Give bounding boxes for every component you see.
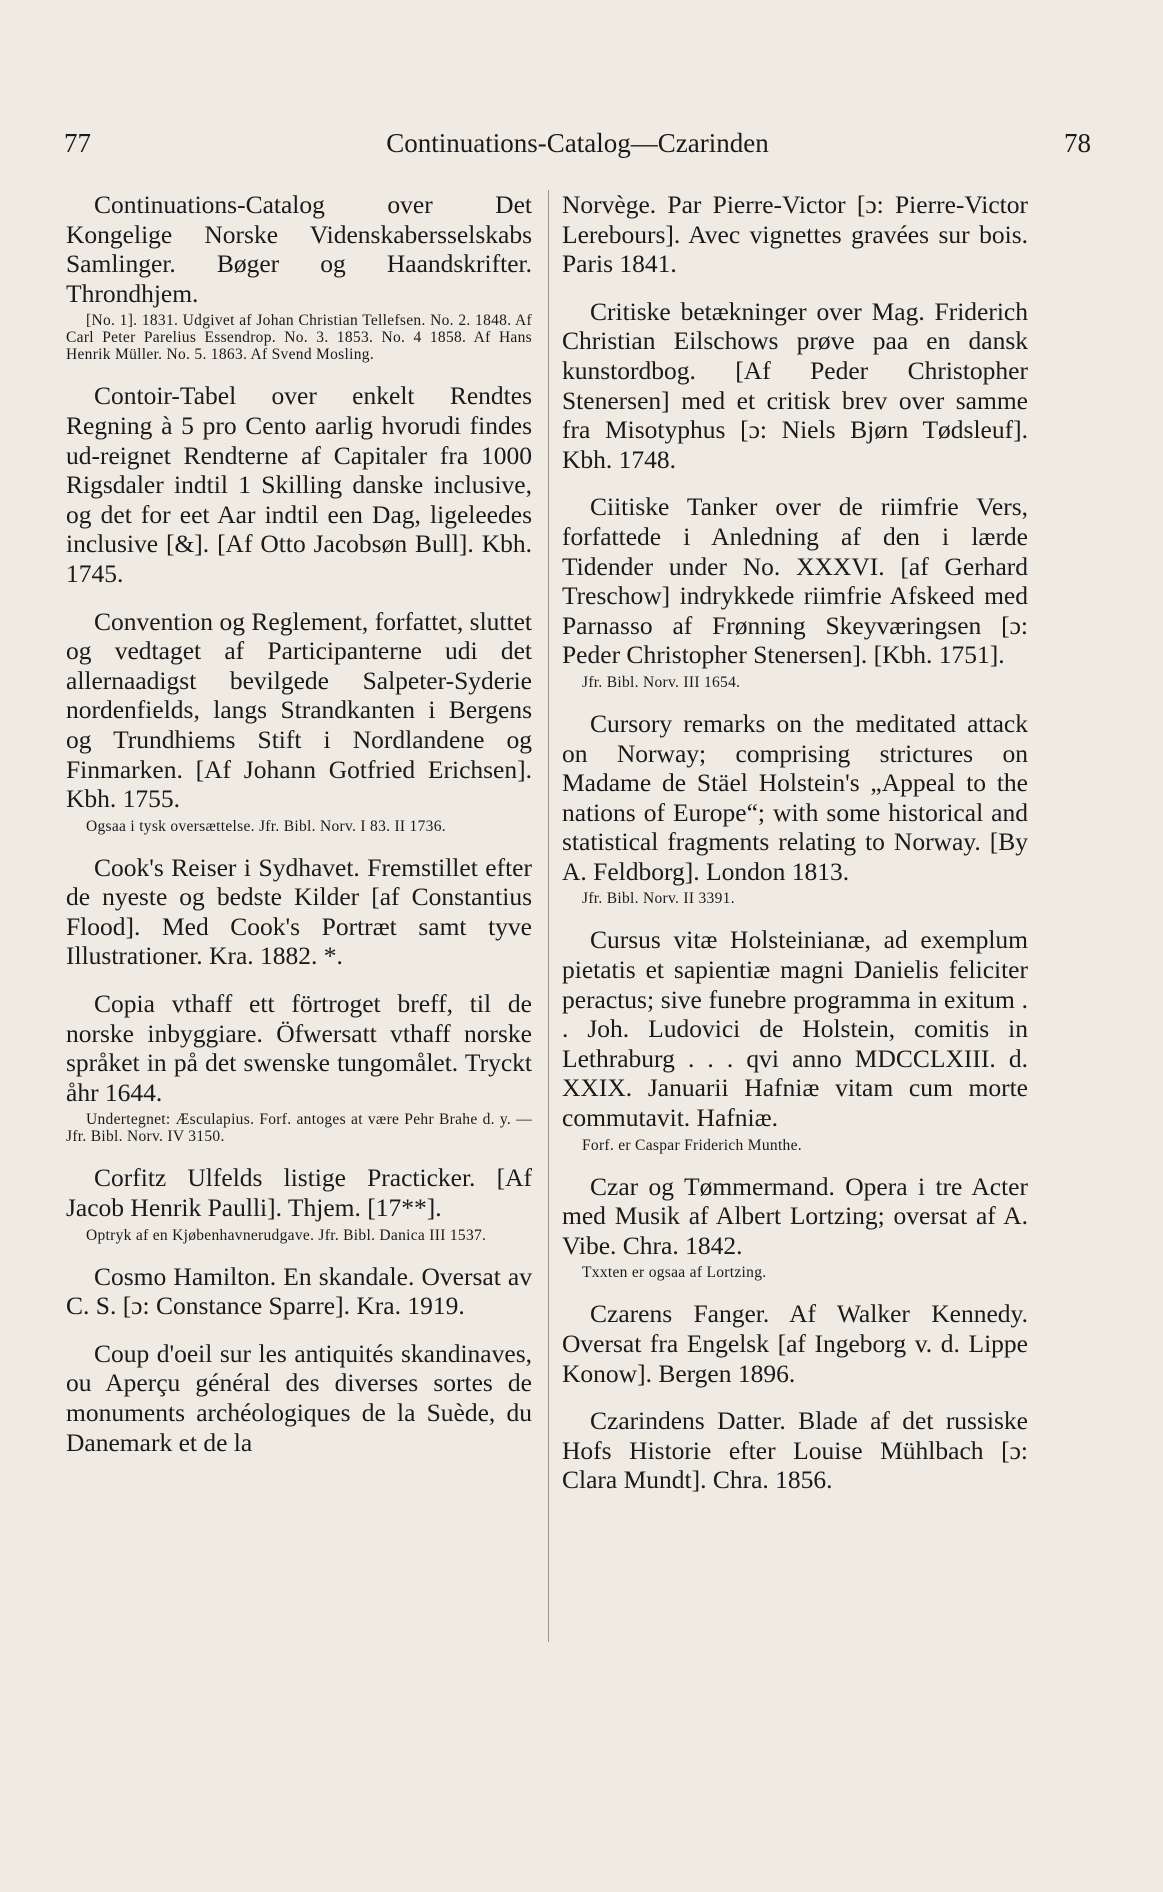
column-divider [548,190,549,1642]
entry-text: Corfitz Ulfelds listige Practicker. [Af Jacob Henrik Paulli]. Thjem. [17**]. [66,1163,532,1223]
entry-text: Czar og Tømmermand. Opera i tre Acter med Musik af Albert Lortzing; oversat af A. Vibe. Chra. 1842. [562,1171,1028,1260]
entry-text: Contoir-Tabel over enkelt Rendtes Regning à 5 pro Cento aarlig hvorudi findes ud-reignet Rendterne af Capitaler fra 1000 Rigsdaler indtil 1 Skilling danske inclusive, og det for eet Aar indtil een Dag, ligeleedes inclusive [&]. [Af Otto Jacobsøn Bull]. Kbh. 1745. [66,381,532,588]
left-column [66,190,532,1475]
catalog-entry [66,1163,532,1243]
entry-note: Txxten er ogsaa af Lortzing. [582,1264,767,1282]
running-header [60,122,1095,162]
entry-text: Continuations-Catalog over Det Kongelige Norske Videnskabersselskabs Samlinger. Bøger og Haandskrifter. Throndhjem. [66,190,532,308]
catalog-entry [562,709,1028,908]
catalog-entry [66,190,532,363]
entry-note: Jfr. Bibl. Norv. III 1654. [582,673,741,691]
catalog-entry [562,190,1028,279]
catalog-entry [66,381,532,588]
entry-note: Undertegnet: Æsculapius. Forf. antoges at være Pehr Brahe d. y. — Jfr. Bibl. Norv. IV 3150. [66,1111,532,1146]
right-column [562,190,1028,1513]
entry-text: Norvège. Par Pierre-Victor [ɔ: Pierre-Victor Lerebours]. Avec vignettes gravées sur bois. Paris 1841. [562,190,1028,279]
catalog-entry [66,1339,532,1457]
catalog-entry [66,853,532,971]
entry-note: Optryk af en Kjøbenhavnerudgave. Jfr. Bibl. Danica III 1537. [86,1226,487,1244]
entry-note: Ogsaa i tysk oversættelse. Jfr. Bibl. Norv. I 83. II 1736. [86,817,446,835]
entry-text: Cursory remarks on the meditated attack on Norway; comprising strictures on Madame de Stäel Holstein's „Appeal to the nations of Europe“; with some historical and statistical fragments relating to Norway. [By A. Feldborg]. London 1813. [562,708,1028,886]
catalog-entry [562,1299,1028,1388]
entry-note: [No. 1]. 1831. Udgivet af Johan Christian Tellefsen. No. 2. 1848. Af Carl Peter Parelius Essendrop. No. 3. 1853. No. 4 1858. Af Hans Henrik Müller. No. 5. 1863. Af Svend Mosling. [66,312,532,364]
page-number-left: 77 [64,128,91,158]
entry-text: Convention og Reglement, forfattet, sluttet og vedtaget af Participanterne udi det allernaadigst bevilgede Salpeter-Syderie nordenfields, langs Strandkanten i Bergens og Trundhiems Stift i Nordlandene og Finmarken. [Af Johann Gotfried Erichsen]. Kbh. 1755. [66,606,532,814]
entry-note: Jfr. Bibl. Norv. II 3391. [582,890,735,908]
entry-text: Cosmo Hamilton. En skandale. Oversat av C. S. [ɔ: Constance Sparre]. Kra. 1919. [66,1261,532,1321]
running-title: Continuations-Catalog—Czarinden [386,128,769,158]
entry-text: Cook's Reiser i Sydhavet. Fremstillet efter de nyeste og bedste Kilder [af Constantius Flood]. Med Cook's Portræt samt tyve Illustrationer. Kra. 1882. *. [66,852,532,971]
entry-note: Forf. er Caspar Friderich Munthe. [582,1136,802,1154]
catalog-entry [562,1406,1028,1495]
entry-text: Copia vthaff ett förtroget breff, til de norske inbyggiare. Öfwersatt vthaff norske språket in på det swenske tungomålet. Tryckt åhr 1644. [66,989,532,1107]
page-number-right: 78 [1064,128,1091,158]
catalog-entry [562,492,1028,691]
catalog-entry [66,607,532,835]
catalog-entry [562,925,1028,1153]
entry-text: Cursus vitæ Holsteinianæ, ad exemplum pietatis et sapientiæ magni Danielis feliciter peractus; sive funebre programma in exitum . . Joh. Ludovici de Holstein, comitis in Lethraburg . . . qvi anno MDCCLXIII. d. XXIX. Januarii Hafniæ vitam cum morte commutavit. Hafniæ. [562,925,1028,1133]
catalog-entry [66,1262,532,1321]
entry-text: Czarindens Datter. Blade af det russiske Hofs Historie efter Louise Mühlbach [ɔ: Clara Mundt]. Chra. 1856. [562,1406,1028,1495]
catalog-entry [66,989,532,1145]
entry-text: Coup d'oeil sur les antiquités skandinaves, ou Aperçu général des diverses sortes de monuments archéologiques de la Suède, du Danemark et de la [66,1338,532,1457]
entry-text: Czarens Fanger. Af Walker Kennedy. Oversat fra Engelsk [af Ingeborg v. d. Lippe Konow]. Bergen 1896. [562,1299,1028,1388]
entry-text: Critiske betækninger over Mag. Friderich Christian Eilschows prøve paa en dansk kunstordbog. [Af Peder Christopher Stenersen] med et critisk brev over samme fra Misotyphus [ɔ: Niels Bjørn Tødsleuf]. Kbh. 1748. [562,296,1028,474]
catalog-entry [562,1172,1028,1282]
entry-text: Ciitiske Tanker over de riimfrie Vers, forfattede i Anledning af den i lærde Tidender under No. XXXVI. [af Gerhard Treschow] indrykkede riimfrie Afskeed med Parnasso af Frønning Skeyværingsen [ɔ: Peder Christopher Stenersen]. [Kbh. 1751]. [562,492,1028,670]
catalog-entry [562,297,1028,475]
